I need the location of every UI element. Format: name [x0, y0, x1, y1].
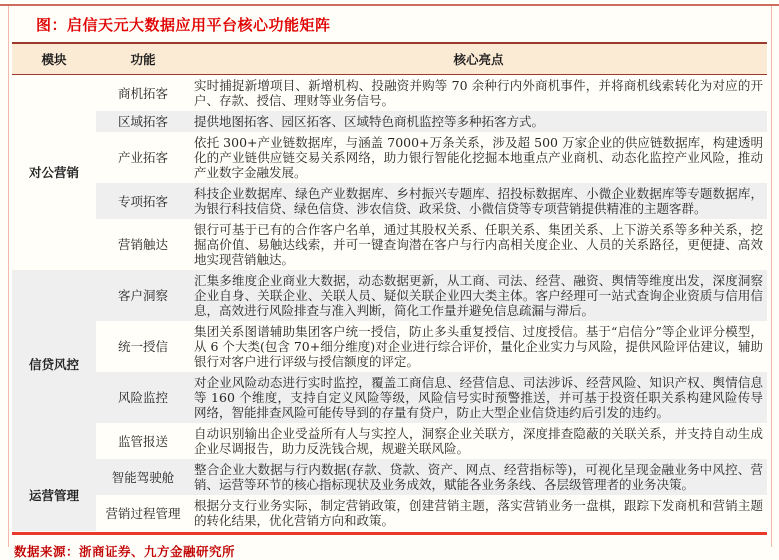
- function-cell: 专项拓客: [117, 193, 168, 209]
- highlight-cell: 对企业风险动态进行实时监控，覆盖工商信息、经营信息、司法涉诉、经营风险、知识产权、舆情信息等 160 个维度，支持自定义风险等级，风险信号实时预警推送，并可基于投资任职关系构建风险传导网络，智能排查风险可能传导到的存量有贷户，防止大型企业信贷违约后引发的违约。: [194, 375, 763, 420]
- highlight-cell: 科技企业数据库、绿色产业数据库、乡村振兴专题库、招投标数据库、小微企业数据库等专题数据库，为银行科技信贷、绿色信贷、涉农信贷、政采贷、小微信贷等专项营销提供精准的主题客群。: [194, 186, 763, 216]
- highlight-cell: 根据分支行业务实际，制定营销政策，创建营销主题，落实营销业务一盘棋，跟踪下发商机和营销主题的转化结果，优化营销方向和政策。: [194, 498, 763, 528]
- figure-title: 图：启信天元大数据应用平台核心功能矩阵: [36, 16, 331, 34]
- table-row: [12, 372, 767, 423]
- highlight-cell: 整合企业大数据与行内数据(存款、贷款、资产、网点、经营指标等)，可视化呈现金融业务中风控、营销、运营等环节的核心指标现状及业务成效，赋能各业务条线、各层级管理者的业务决策。: [194, 462, 763, 492]
- data-source-note: 数据来源：浙商证券、九方金融研究所: [14, 544, 236, 559]
- function-cell: 商机拓客: [117, 85, 168, 101]
- module-cell-corporate-marketing: 对公营销: [28, 165, 79, 180]
- page-border-left: [8, 6, 9, 547]
- table-row: [12, 459, 767, 495]
- table-row: [12, 321, 767, 372]
- column-header-function: 功能: [96, 43, 190, 75]
- highlight-cell: 汇集多维度企业商业大数据，动态数据更新，从工商、司法、经营、融资、舆情等维度出发，深度洞察企业自身、关联企业、关联人员、疑似关联企业四大类主体。客户经理可一站式查询企业资质与信用信息，高效进行风险排查与准入判断，简化工作量并避免信息疏漏与滞后。: [194, 273, 763, 318]
- table-row: [12, 132, 767, 183]
- report-figure: [12, 6, 767, 560]
- function-cell: 营销触达: [117, 237, 168, 252]
- column-header-module: 模块: [12, 43, 96, 75]
- highlight-cell: 提供地图拓客、园区拓客、区域特色商机监控等多种拓客方式。: [194, 114, 545, 129]
- function-matrix-table: [12, 42, 767, 531]
- highlight-cell: 银行可基于已有的合作客户名单，通过其股权关系、任职关系、集团关系、上下游关系等多种关系，挖掘高价值、易触达线索，并可一键查询潜在客户与行内高相关度企业、人员的关系路径，更便捷、高效地实现营销触达。: [194, 222, 763, 267]
- table-row: [12, 270, 767, 321]
- table-row: [12, 423, 767, 459]
- function-cell: 统一授信: [117, 339, 168, 354]
- module-cell-operations: 运营管理: [28, 487, 79, 503]
- table-row: [12, 75, 767, 112]
- function-cell: 客户洞察: [117, 288, 168, 303]
- highlight-cell: 集团关系图谱辅助集团客户统一授信，防止多头重复授信、过度授信。基于“启信分”等企业评分模型，从 6 个大类(包含 70+细分维度)对企业进行综合评价，量化企业实力与风险，提供风险评估建议，辅助银行对客户进行评级与授信额度的评定。: [194, 324, 763, 369]
- highlight-cell: 自动识别输出企业受益所有人与实控人，洞察企业关联方，深度排查隐蔽的关联关系，并支持自动生成企业尽调报告，助力反洗钱合规，规避关联风险。: [194, 426, 763, 456]
- table-row: [12, 495, 767, 531]
- function-cell: 产业拓客: [117, 150, 168, 165]
- table-row: [12, 183, 767, 219]
- table-row: [12, 219, 767, 270]
- page-border-right: [771, 6, 772, 547]
- module-cell-credit-risk: 信贷风控: [28, 357, 79, 372]
- highlight-cell: 实时捕捉新增项目、新增机构、投融资并购等 70 余种行内外商机事件，并将商机线索转化为对应的开户、存款、授信、理财等业务信号。: [194, 78, 763, 108]
- function-cell: 营销过程管理: [105, 505, 181, 521]
- function-cell: 智能驾驶舱: [111, 469, 175, 485]
- highlight-cell: 依托 300+产业链数据库，与涵盖 7000+万条关系，涉及超 500 万家企业的供应链数据库，构建透明化的产业链供应链交易关系网络，助力银行智能化挖掘本地重点产业商机、动态化监控产业风险，推动产业数字金融发展。: [194, 135, 763, 180]
- column-header-highlight: 核心亮点: [190, 43, 767, 75]
- function-cell: 监管报送: [117, 433, 168, 449]
- header-row: [12, 43, 767, 75]
- function-cell: 风险监控: [117, 390, 168, 405]
- table-row: [12, 111, 767, 132]
- function-cell: 区域拓客: [117, 114, 168, 129]
